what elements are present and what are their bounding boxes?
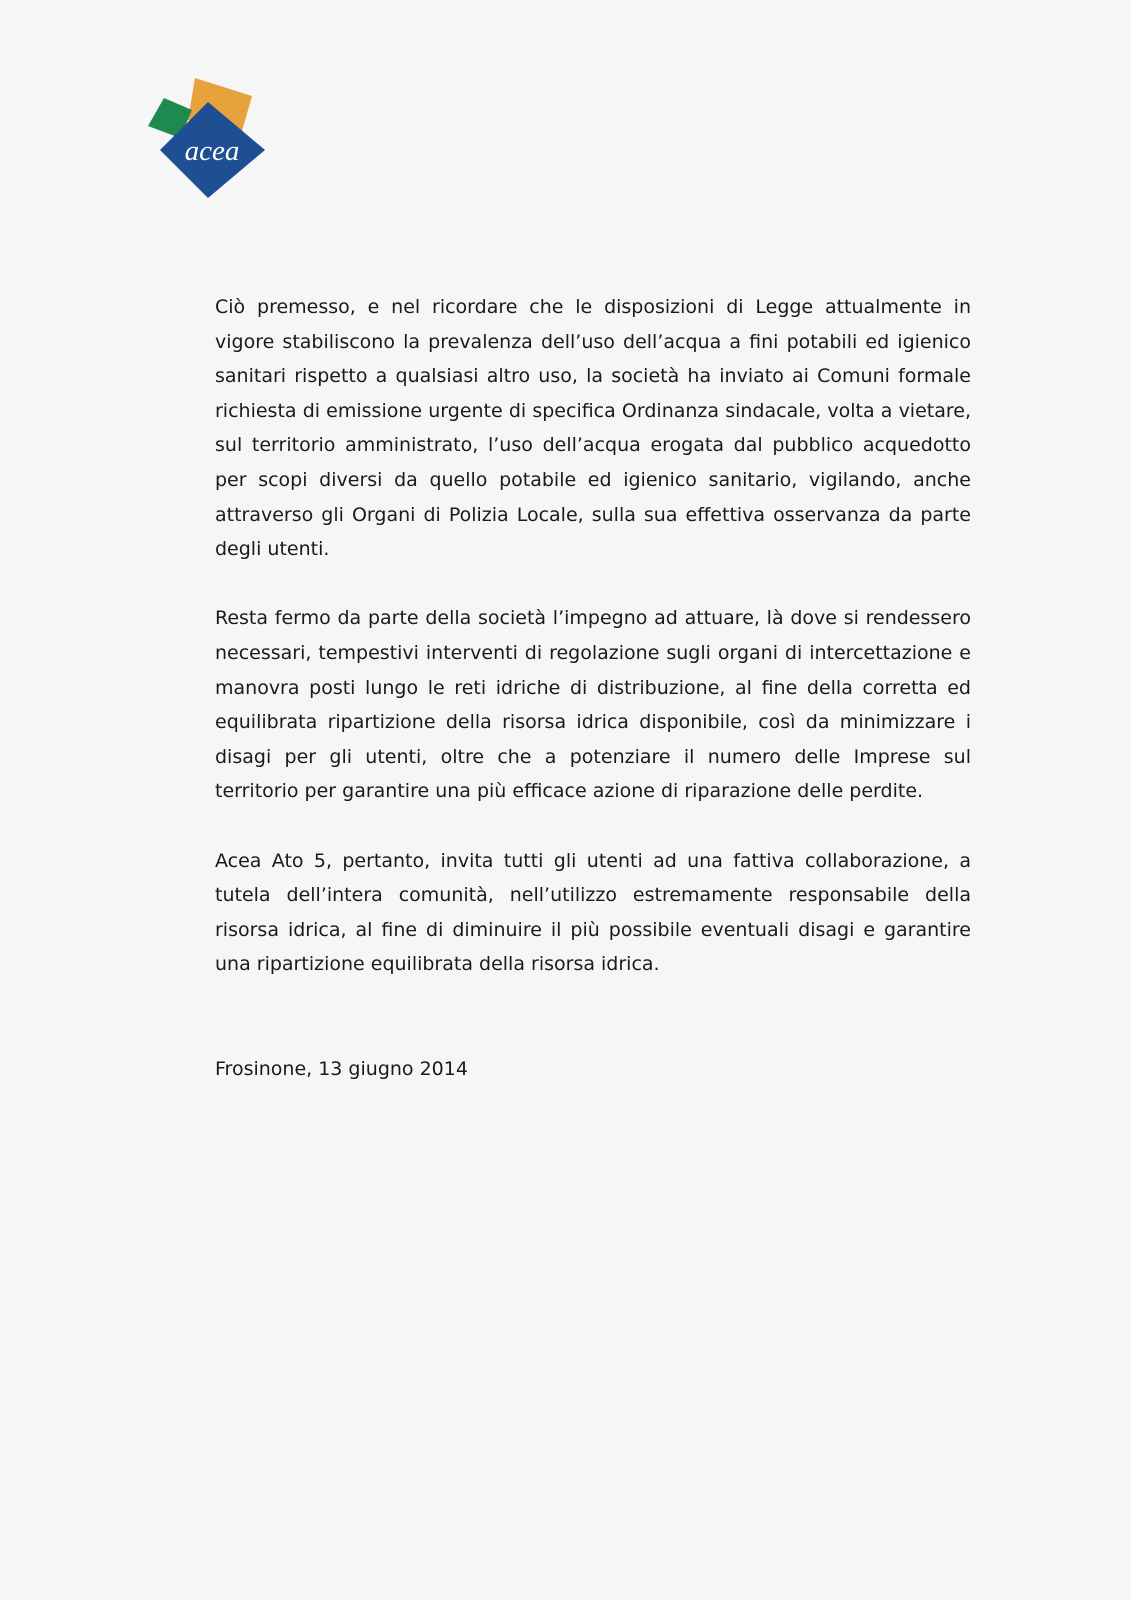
paragraph-2: Resta fermo da parte della società l’impegno ad attuare, là dove si rendessero necessari, tempestivi interventi di regolazione sugli organi di intercettazione e manovra posti lungo le reti idriche di distribuzione, al fine della corretta ed equilibrata ripartizione della risorsa idrica disponibile, così da minimizzare i disagi per gli utenti, oltre che a potenziare il numero delle Imprese sul territorio per garantire una più efficace azione di riparazione delle perdite. — [215, 607, 971, 803]
date-line: Frosinone, 13 giugno 2014 — [215, 1058, 468, 1080]
paragraph-3: Acea Ato 5, pertanto, invita tutti gli utenti ad una fattiva collaborazione, a tutela dell’intera comunità, nell’utilizzo estremamente responsabile della risorsa idrica, al fine di diminuire il più possibile eventuali disagi e garantire una ripartizione equilibrata della risorsa idrica. — [215, 849, 971, 976]
logo-wordmark: acea — [184, 135, 240, 167]
paragraph-1: Ciò premesso, e nel ricordare che le disposizioni di Legge attualmente in vigore stabiliscono la prevalenza dell’uso dell’acqua a fini potabili ed igienico sanitari rispetto a qualsiasi altro uso, la società ha inviato ai Comuni formale richiesta di emissione urgente di specifica Ordinanza sindacale, volta a vietare, sul territorio amministrato, l’uso dell’acqua erogata dal pubblico acquedotto per scopi diversi da quello potabile ed igienico sanitario, vigilando, anche attraverso gli Organi di Polizia Locale, sulla sua effettiva osservanza da parte degli utenti. — [215, 296, 971, 561]
letter-body — [215, 290, 971, 1016]
acea-logo — [140, 70, 270, 205]
